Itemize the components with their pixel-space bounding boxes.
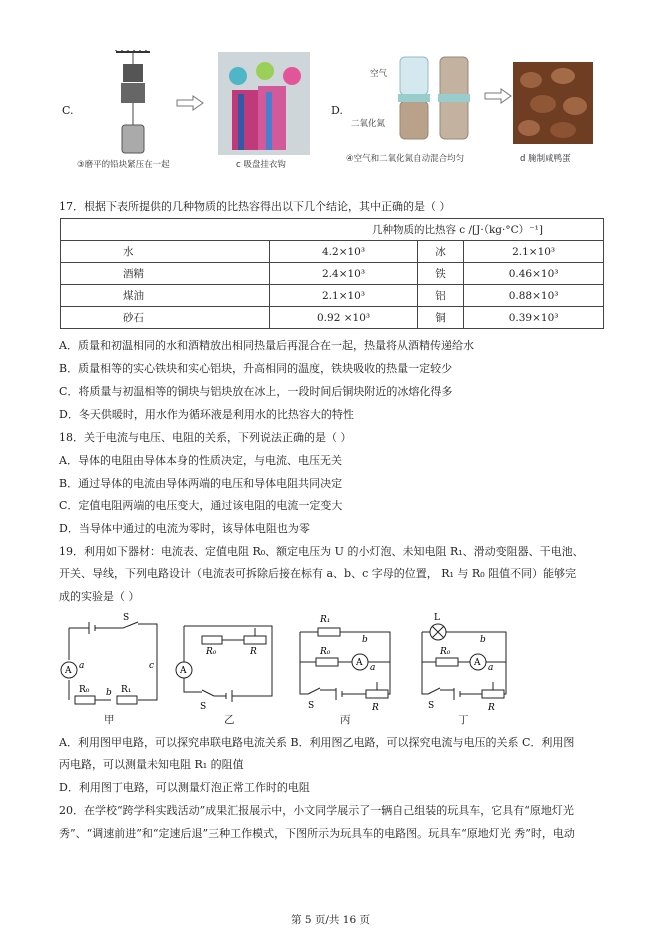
circuit-jia-title: 甲 — [104, 714, 115, 726]
svg-text:a: a — [488, 663, 494, 673]
table-cell: 2.1×10³ — [464, 241, 604, 263]
table-cell: 0.46×10³ — [464, 263, 604, 285]
q17-stem: 17．根据下表所提供的几种物质的比热容得出以下几个结论，其中正确的是（ ） — [59, 200, 451, 213]
q20-line2: 秀”、“调速前进”和“定速后退”三种工作模式，下图所示为玩具车的电路图。玩具车“原地灯光 秀”时，电动 — [59, 827, 575, 840]
table-cell: 0.88×10³ — [464, 285, 604, 307]
table-row — [61, 241, 604, 263]
lead-blocks-illustration — [108, 50, 158, 158]
q18-option-c: C．定值电阻两端的电压变大，通过该电阻的电流一定变大 — [59, 499, 343, 512]
table-cell: 铜 — [417, 307, 463, 329]
svg-text:b: b — [480, 635, 486, 645]
svg-text:b: b — [106, 688, 112, 698]
svg-text:R₀: R₀ — [320, 647, 331, 657]
svg-text:c: c — [149, 661, 155, 671]
svg-text:R: R — [250, 647, 257, 657]
table-row — [61, 285, 604, 307]
caption-c2: c 吸盘挂衣钩 — [236, 160, 286, 170]
specific-heat-table — [60, 218, 604, 329]
q18-stem: 18．关于电流与电压、电阻的关系，下列说法正确的是（ ） — [59, 431, 352, 444]
table-cell: 水 — [61, 241, 270, 263]
q18-option-d: D．当导体中通过的电流为零时，该导体电阻也为零 — [59, 522, 310, 535]
table-cell: 酒精 — [61, 263, 270, 285]
table-cell: 铁 — [417, 263, 463, 285]
arrow-c-icon — [176, 95, 204, 111]
table-cell: 2.1×10³ — [270, 285, 418, 307]
table-cell: 煤油 — [61, 285, 270, 307]
q17-option-d: D．冬天供暖时，用水作为循环液是利用水的比热容大的特性 — [59, 408, 354, 421]
svg-text:A: A — [65, 666, 72, 676]
q19-stem-line2: 开关、导线，下列电路设计（电流表可拆除后接在标有 a、b、c 字母的位置， R₁ 与 R₀ 阻值不同）能够完 — [59, 567, 577, 580]
svg-text:A: A — [356, 658, 363, 668]
table-header-row — [61, 219, 604, 241]
table-cell: 冰 — [417, 241, 463, 263]
caption-d1: ④空气和二氧化氮自动混合均匀 — [346, 154, 465, 164]
svg-text:S: S — [123, 613, 130, 623]
svg-text:R₁: R₁ — [121, 685, 132, 695]
q17-option-b: B．质量相等的实心铁块和实心铝块，升高相同的温度，铁块吸收的热量一定较少 — [59, 362, 453, 375]
table-row — [61, 307, 604, 329]
q19-options-line3: D．利用图丁电路，可以测量灯泡正常工作时的电阻 — [59, 781, 310, 794]
q19-options-line1: A．利用图甲电路，可以探究串联电路电流关系 B．利用图乙电路，可以探究电流与电压的关系 C．利用图 — [59, 736, 575, 749]
q19-options-line2: 丙电路，可以测量未知电阻 R₁ 的阻值 — [59, 758, 244, 771]
q18-option-a: A．导体的电阻由导体本身的性质决定，与电流、电压无关 — [59, 454, 342, 467]
arrow-d-icon — [484, 88, 512, 104]
table-cell: 4.2×10³ — [270, 241, 418, 263]
page-footer: 第 5 页/共 16 页 — [291, 914, 370, 926]
table-cell: 2.4×10³ — [270, 263, 418, 285]
svg-text:R: R — [488, 703, 495, 710]
table-cell: 铝 — [417, 285, 463, 307]
suction-hook-photo — [218, 52, 310, 155]
circuit-bing-diagram — [296, 610, 406, 710]
q17-option-a: A．质量和初温相同的水和酒精放出相同热量后再混合在一起，热量将从酒精传递给水 — [59, 339, 474, 352]
q20-line1: 20．在学校“跨学科实践活动”成果汇报展示中，小文同学展示了一辆自己组装的玩具车，它具有“原地灯光 — [59, 804, 574, 817]
svg-text:R₀: R₀ — [440, 647, 451, 657]
caption-d2: d 腌制咸鸭蛋 — [520, 154, 571, 164]
svg-text:A: A — [474, 658, 481, 668]
svg-text:A: A — [180, 666, 187, 676]
svg-text:a: a — [370, 663, 376, 673]
q19-stem-line3: 成的实验是（ ） — [59, 590, 140, 603]
circuit-bing-title: 丙 — [340, 714, 351, 726]
table-cell: 砂石 — [61, 307, 270, 329]
q19-stem-line1: 19．利用如下器材：电流表、定值电阻 R₀、额定电压为 U 的小灯泡、未知电阻 R₁、滑动变阻器、干电池、 — [59, 545, 584, 558]
svg-text:S: S — [200, 702, 207, 712]
svg-text:S: S — [428, 701, 435, 710]
table-row — [61, 263, 604, 285]
figure-d-label: D. — [331, 104, 343, 117]
svg-text:L: L — [434, 613, 440, 623]
circuit-ding-title: 丁 — [458, 714, 469, 726]
q17-option-c: C．将质量与初温相等的铜块与铝块放在冰上，一段时间后铜块附近的冰熔化得多 — [59, 385, 453, 398]
svg-text:a: a — [79, 661, 85, 671]
svg-text:b: b — [362, 635, 368, 645]
svg-text:S: S — [308, 701, 315, 710]
circuit-ding-diagram — [412, 610, 522, 710]
gas-no2-label: 二氧化氮 — [351, 119, 386, 129]
salted-eggs-photo — [513, 62, 593, 144]
figure-c-label: C. — [62, 104, 74, 117]
circuit-jia-diagram — [55, 612, 165, 712]
gas-air-label: 空气 — [370, 69, 388, 79]
caption-c1: ③磨平的铅块紧压在一起 — [77, 160, 170, 170]
table-header: 几种物质的比热容 c /[J·（kg·°C）⁻¹] — [61, 219, 604, 241]
svg-text:R₁: R₁ — [320, 615, 331, 625]
table-cell: 0.39×10³ — [464, 307, 604, 329]
svg-text:R: R — [372, 703, 379, 710]
circuit-yi-title: 乙 — [224, 714, 235, 726]
svg-text:R₀: R₀ — [79, 685, 90, 695]
gas-jars-illustration — [398, 55, 472, 143]
svg-text:R₀: R₀ — [206, 647, 217, 657]
table-cell: 0.92 ×10³ — [270, 307, 418, 329]
circuit-yi-diagram — [174, 616, 284, 716]
q18-option-b: B．通过导体的电流由导体两端的电压和导体电阻共同决定 — [59, 477, 343, 490]
